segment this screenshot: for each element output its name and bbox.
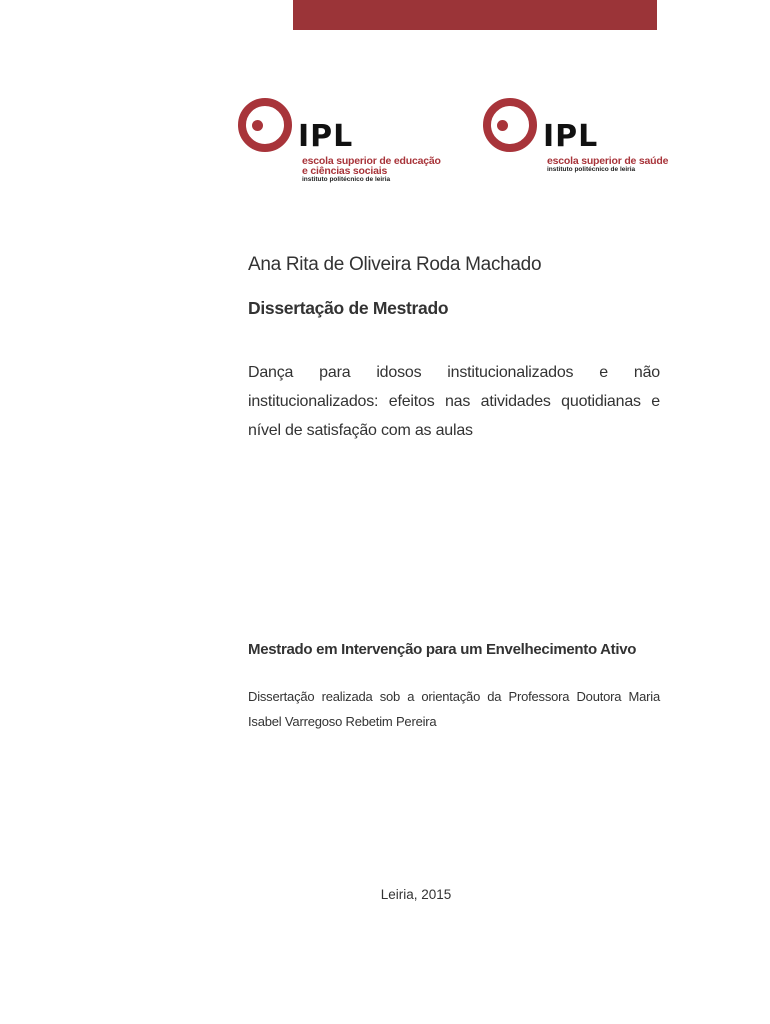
logo-institute-name: instituto politécnico de leiria [547, 166, 636, 173]
logo-mark: IPL [543, 119, 599, 154]
logo-institute-name: instituto politécnico de leiria [302, 176, 391, 183]
thesis-title-rest: institucionalizados: efeitos nas atividades quotidianas e nível de satisfação com as aulas [248, 393, 660, 439]
masters-program: Mestrado em Intervenção para um Envelhecimento Ativo [248, 641, 637, 658]
logo-ring-icon [483, 98, 537, 152]
logo-dot-icon [497, 120, 508, 131]
author-name: Ana Rita de Oliveira Roda Machado [248, 254, 542, 275]
document-type: Dissertação de Mestrado [248, 298, 449, 318]
supervision-statement: Dissertação realizada sob a orientação da Professora Doutora Maria Isabel Varregoso Rebetim Pereira [248, 689, 660, 729]
logo-ipl-esecs [238, 98, 448, 188]
place-date: Leiria, 2015 [380, 887, 452, 902]
header-color-bar [293, 0, 657, 30]
thesis-title-line1: Dança para idosos institucionalizados e não [248, 364, 660, 381]
logo-school-name-line1: escola superior de educação [302, 155, 441, 167]
logo-ring-icon [238, 98, 292, 152]
thesis-title [248, 358, 660, 445]
logo-dot-icon [252, 120, 263, 131]
logo-school-name: escola superior de saúde [547, 155, 669, 167]
logo-school-name-line2: e ciências sociais [302, 165, 388, 177]
logo-mark: IPL [298, 119, 354, 154]
logo-ipl-ess [483, 98, 673, 188]
